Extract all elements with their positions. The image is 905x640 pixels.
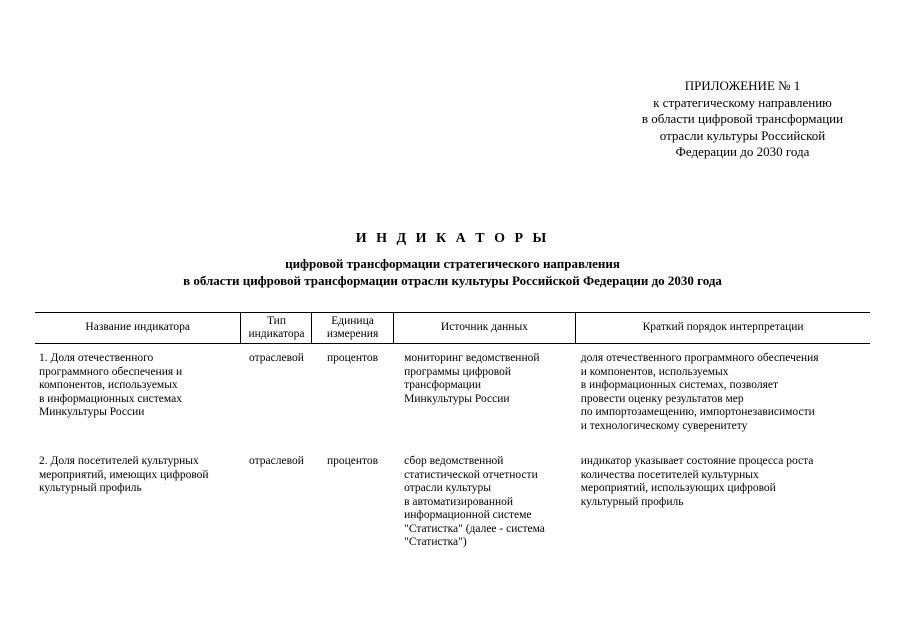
cell-line: провести оценку результатов мер — [580, 392, 744, 405]
cell-line: компонентов, используемых — [39, 379, 178, 391]
header-line: индикатора — [248, 328, 305, 340]
cell-line: сбор ведомственной — [404, 455, 504, 467]
cell-line: мониторинг ведомственной — [404, 352, 540, 364]
unit-cell: процентов — [326, 455, 379, 467]
cell-line: культурный профиль — [580, 495, 684, 508]
table-row — [35, 447, 870, 564]
interpretation-cell — [576, 447, 870, 564]
appendix-line: в области цифровой трансформации — [641, 111, 844, 126]
cell-line: Минкультуры России — [404, 392, 510, 405]
document-subtitle — [0, 255, 905, 289]
cell-line: информационной системе — [404, 509, 532, 521]
appendix-line: ПРИЛОЖЕНИЕ № 1 — [684, 78, 801, 93]
cell-line: и технологическому суверенитету — [580, 419, 748, 432]
header-unit — [312, 313, 393, 344]
cell-line: 1. Доля отечественного — [39, 352, 154, 364]
cell-line: мероприятий, имеющих цифровой — [39, 468, 209, 481]
subtitle-line: в области цифровой трансформации отрасли культуры Российской Федерации до 2030 года — [183, 273, 722, 288]
subtitle-line: цифровой трансформации стратегического направления — [285, 256, 620, 271]
indicator-type-cell: отраслевой — [249, 352, 304, 364]
cell-line: количества посетителей культурных — [580, 468, 759, 481]
cell-line: по импортозамещению, импортонезависимости — [580, 406, 815, 418]
document-title: И Н Д И К А Т О Р Ы — [355, 231, 550, 246]
cell-line: доля отечественного программного обеспечения — [580, 352, 819, 364]
header-row — [35, 313, 870, 344]
cell-line: Минкультуры России — [39, 406, 145, 418]
table-row — [35, 344, 870, 448]
indicator-name-cell — [35, 344, 241, 448]
appendix-line: Федерации до 2030 года — [675, 144, 810, 159]
cell-line: мероприятий, использующих цифровой — [580, 482, 776, 494]
cell-line: 2. Доля посетителей культурных — [39, 455, 199, 467]
appendix-line: к стратегическому направлению — [653, 94, 832, 110]
indicator-type-cell: отраслевой — [249, 455, 304, 467]
data-source-cell — [393, 447, 576, 564]
header-line: Тип — [266, 314, 286, 327]
cell-line: программного обеспечения и — [39, 365, 183, 378]
header-indicator-type — [241, 313, 312, 344]
cell-line: "Статистка" (далее - система — [404, 522, 545, 535]
indicator-name-cell — [35, 447, 241, 564]
interpretation-cell — [576, 344, 870, 448]
cell-line: статистической отчетности — [404, 468, 538, 481]
cell-line: программы цифровой — [404, 365, 512, 378]
cell-line: "Статистка") — [404, 536, 467, 548]
appendix-header — [620, 78, 865, 161]
header-line: Единица — [331, 314, 374, 327]
header-interpretation: Краткий порядок интерпретации — [576, 313, 870, 344]
unit-cell: процентов — [326, 352, 379, 364]
table-header — [35, 313, 870, 344]
cell-line: культурный профиль — [39, 482, 142, 494]
appendix-line: отрасли культуры Российской — [659, 127, 826, 143]
cell-line: трансформации — [404, 379, 482, 391]
cell-line: индикатор указывает состояние процесса роста — [580, 455, 814, 467]
cell-line: в информационных системах — [39, 392, 182, 405]
cell-line: отрасли культуры — [404, 482, 491, 494]
header-line: измерения — [326, 328, 379, 340]
cell-line: в автоматизированной — [404, 495, 514, 508]
header-data-source: Источник данных — [393, 313, 576, 344]
cell-line: в информационных системах, позволяет — [580, 379, 778, 391]
indicators-table — [35, 312, 870, 564]
cell-line: и компонентов, используемых — [580, 365, 729, 378]
header-indicator-name: Название индикатора — [35, 313, 241, 344]
data-source-cell — [393, 344, 576, 448]
